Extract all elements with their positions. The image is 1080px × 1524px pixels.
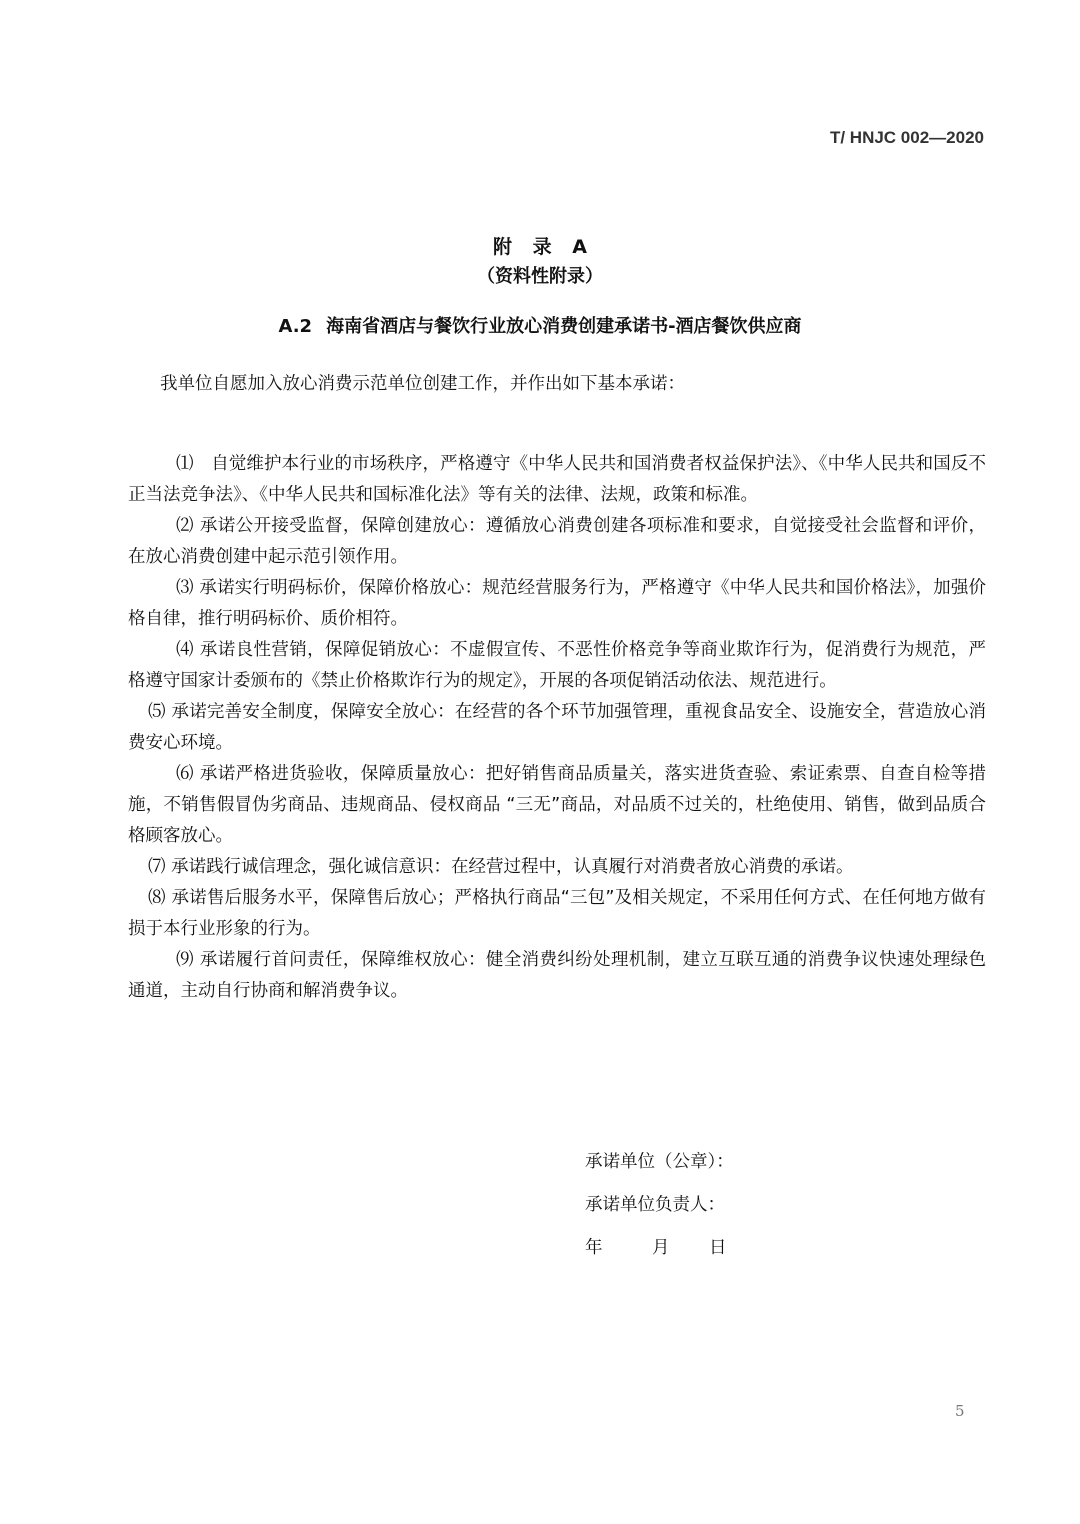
section-number: A.2 — [278, 316, 313, 337]
commitment-item-2: ⑵ 承诺公开接受监督，保障创建放心：遵循放心消费创建各项标准和要求，自觉接受社会监督和评价，在放心消费创建中起示范引领作用。 — [128, 516, 986, 567]
document-code: T/ HNJC 002—2020 — [829, 128, 984, 147]
section-title: 海南省酒店与餐饮行业放心消费创建承诺书-酒店餐饮供应商 — [326, 316, 802, 337]
date-year: 年 — [585, 1238, 603, 1258]
commitment-item-6: ⑹ 承诺严格进货验收，保障质量放心：把好销售商品质量关，落实进货查验、索证索票、自查自检等措施，不销售假冒伪劣商品、违规商品、侵权商品 “三无”商品，对品质不过关的，杜绝使用、销售，做到品质合格顾客放心。 — [128, 764, 986, 846]
appendix-subtitle: （资料性附录） — [477, 266, 603, 287]
commitment-item-9: ⑼ 承诺履行首问责任，保障维权放心：健全消费纠纷处理机制，建立互联互通的消费争议快速处理绿色通道，主动自行协商和解消费争议。 — [128, 950, 986, 1001]
page-number: 5 — [955, 1402, 965, 1420]
commitment-item-5: ⑸ 承诺完善安全制度，保障安全放心：在经营的各个环节加强管理，重视食品安全、设施安全，营造放心消费安心环境。 — [128, 702, 986, 753]
signature-block — [585, 1148, 734, 1277]
section-heading — [0, 312, 1080, 338]
date-month: 月 — [652, 1238, 670, 1258]
intro-paragraph: 我单位自愿加入放心消费示范单位创建工作，并作出如下基本承诺： — [160, 374, 685, 394]
signature-unit-label: 承诺单位（公章）： — [585, 1152, 734, 1172]
commitment-item-8: ⑻ 承诺售后服务水平，保障售后放心；严格执行商品“三包”及相关规定，不采用任何方式、在任何地方做有损于本行业形象的行为。 — [128, 888, 986, 939]
commitment-item-7: ⑺ 承诺践行诚信理念，强化诚信意识：在经营过程中，认真履行对消费者放心消费的承诺。 — [148, 857, 854, 877]
signature-date — [585, 1234, 734, 1277]
signature-person-label: 承诺单位负责人： — [585, 1195, 725, 1215]
appendix-title: 附 录 A — [493, 236, 587, 258]
date-day: 日 — [709, 1238, 727, 1258]
commitment-item-3: ⑶ 承诺实行明码标价，保障价格放心：规范经营服务行为，严格遵守《中华人民共和国价格法》，加强价格自律，推行明码标价、质价相符。 — [128, 578, 986, 629]
commitment-item-1: ⑴ 自觉维护本行业的市场秩序，严格遵守《中华人民共和国消费者权益保护法》、《中华人民共和国反不正当法竞争法》、《中华人民共和国标准化法》等有关的法律、法规，政策和标准。 — [128, 454, 986, 505]
commitment-item-4: ⑷ 承诺良性营销，保障促销放心：不虚假宣传、不恶性价格竞争等商业欺诈行为，促消费行为规范，严格遵守国家计委颁布的《禁止价格欺诈行为的规定》，开展的各项促销活动依法、规范进行。 — [128, 640, 986, 691]
appendix-heading — [0, 232, 1080, 259]
commitment-list — [128, 449, 986, 1007]
